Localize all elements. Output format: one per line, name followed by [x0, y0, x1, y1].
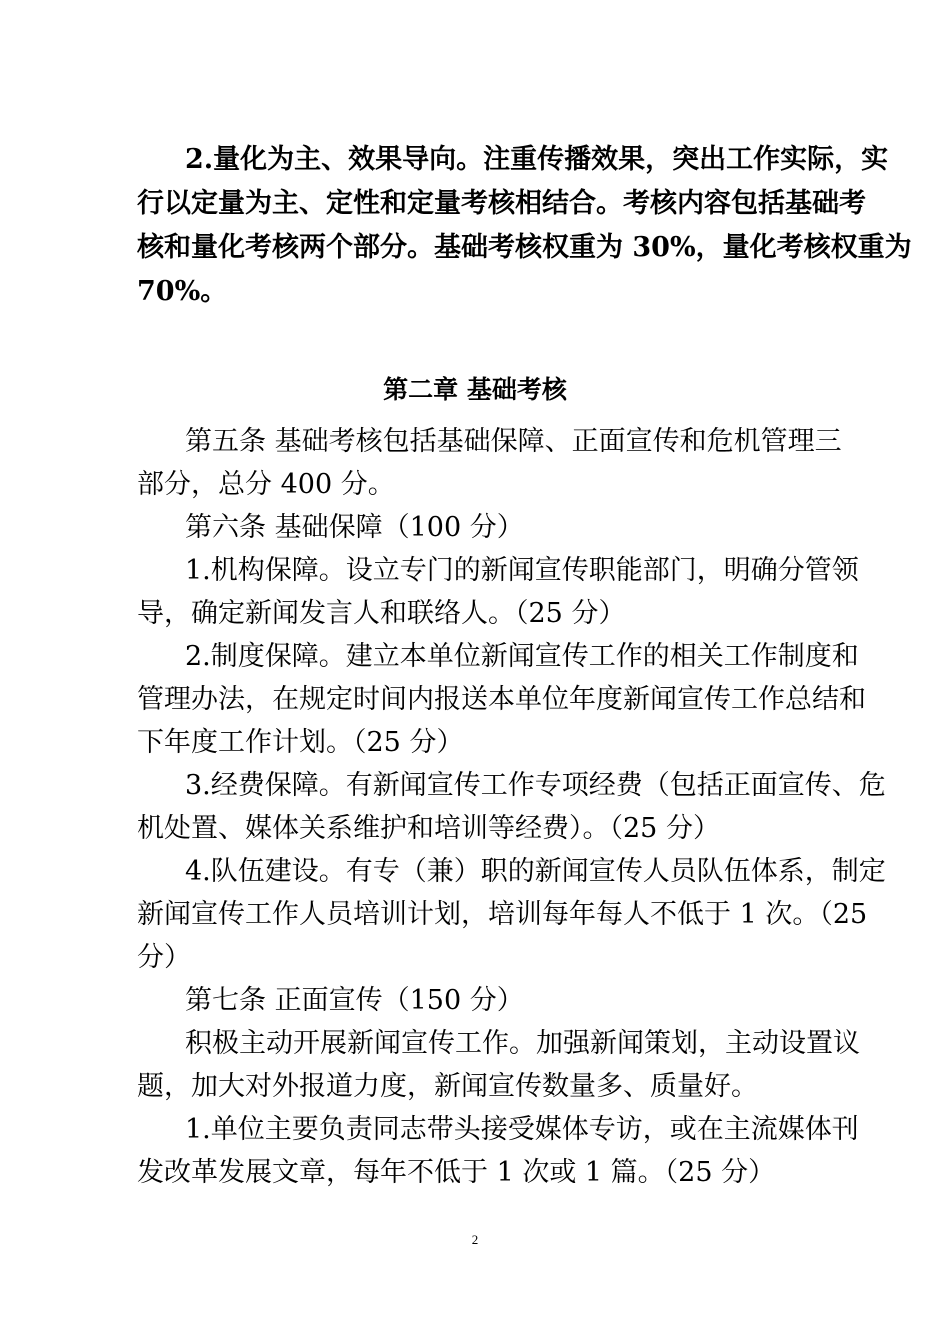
paragraph-line: 积极主动开展新闻宣传工作。加强新闻策划，主动设置议 — [185, 1028, 860, 1059]
chapter-heading: 第二章 基础考核 — [383, 375, 567, 404]
article-title: 第七条 正面宣传（150 分） — [185, 985, 524, 1016]
paragraph-line: 2.量化为主、效果导向。注重传播效果，突出工作实际，实 — [185, 144, 889, 175]
paragraph-line: 新闻宣传工作人员培训计划，培训每年每人不低于 1 次。（25 — [137, 899, 868, 930]
paragraph-line: 部分，总分 400 分。 — [137, 469, 395, 500]
paragraph-line: 70%。 — [137, 276, 228, 307]
paragraph-line: 导，确定新闻发言人和联络人。（25 分） — [137, 598, 626, 629]
paragraph-line: 第五条 基础考核包括基础保障、正面宣传和危机管理三 — [185, 426, 842, 457]
paragraph-line: 1.机构保障。设立专门的新闻宣传职能部门，明确分管领 — [185, 555, 859, 586]
paragraph-line: 1.单位主要负责同志带头接受媒体专访，或在主流媒体刊 — [185, 1114, 859, 1145]
article-title: 第六条 基础保障（100 分） — [185, 512, 524, 543]
paragraph-line: 3.经费保障。有新闻宣传工作专项经费（包括正面宣传、危 — [185, 770, 886, 801]
page-number: 2 — [471, 1232, 479, 1247]
paragraph-line: 发改革发展文章，每年不低于 1 次或 1 篇。（25 分） — [137, 1157, 776, 1188]
paragraph-line: 管理办法，在规定时间内报送本单位年度新闻宣传工作总结和 — [137, 684, 866, 715]
paragraph-line: 机处置、媒体关系维护和培训等经费）。（25 分） — [137, 813, 720, 844]
paragraph-line: 4.队伍建设。有专（兼）职的新闻宣传人员队伍体系，制定 — [185, 856, 886, 887]
paragraph-line: 行以定量为主、定性和定量考核相结合。考核内容包括基础考 — [137, 188, 866, 219]
paragraph-line: 下年度工作计划。（25 分） — [137, 727, 464, 758]
paragraph-line: 分） — [137, 942, 191, 973]
paragraph-line: 题，加大对外报道力度，新闻宣传数量多、质量好。 — [137, 1071, 758, 1102]
paragraph-line: 核和量化考核两个部分。基础考核权重为 30%，量化考核权重为 — [137, 232, 912, 263]
paragraph-line: 2.制度保障。建立本单位新闻宣传工作的相关工作制度和 — [185, 641, 859, 672]
